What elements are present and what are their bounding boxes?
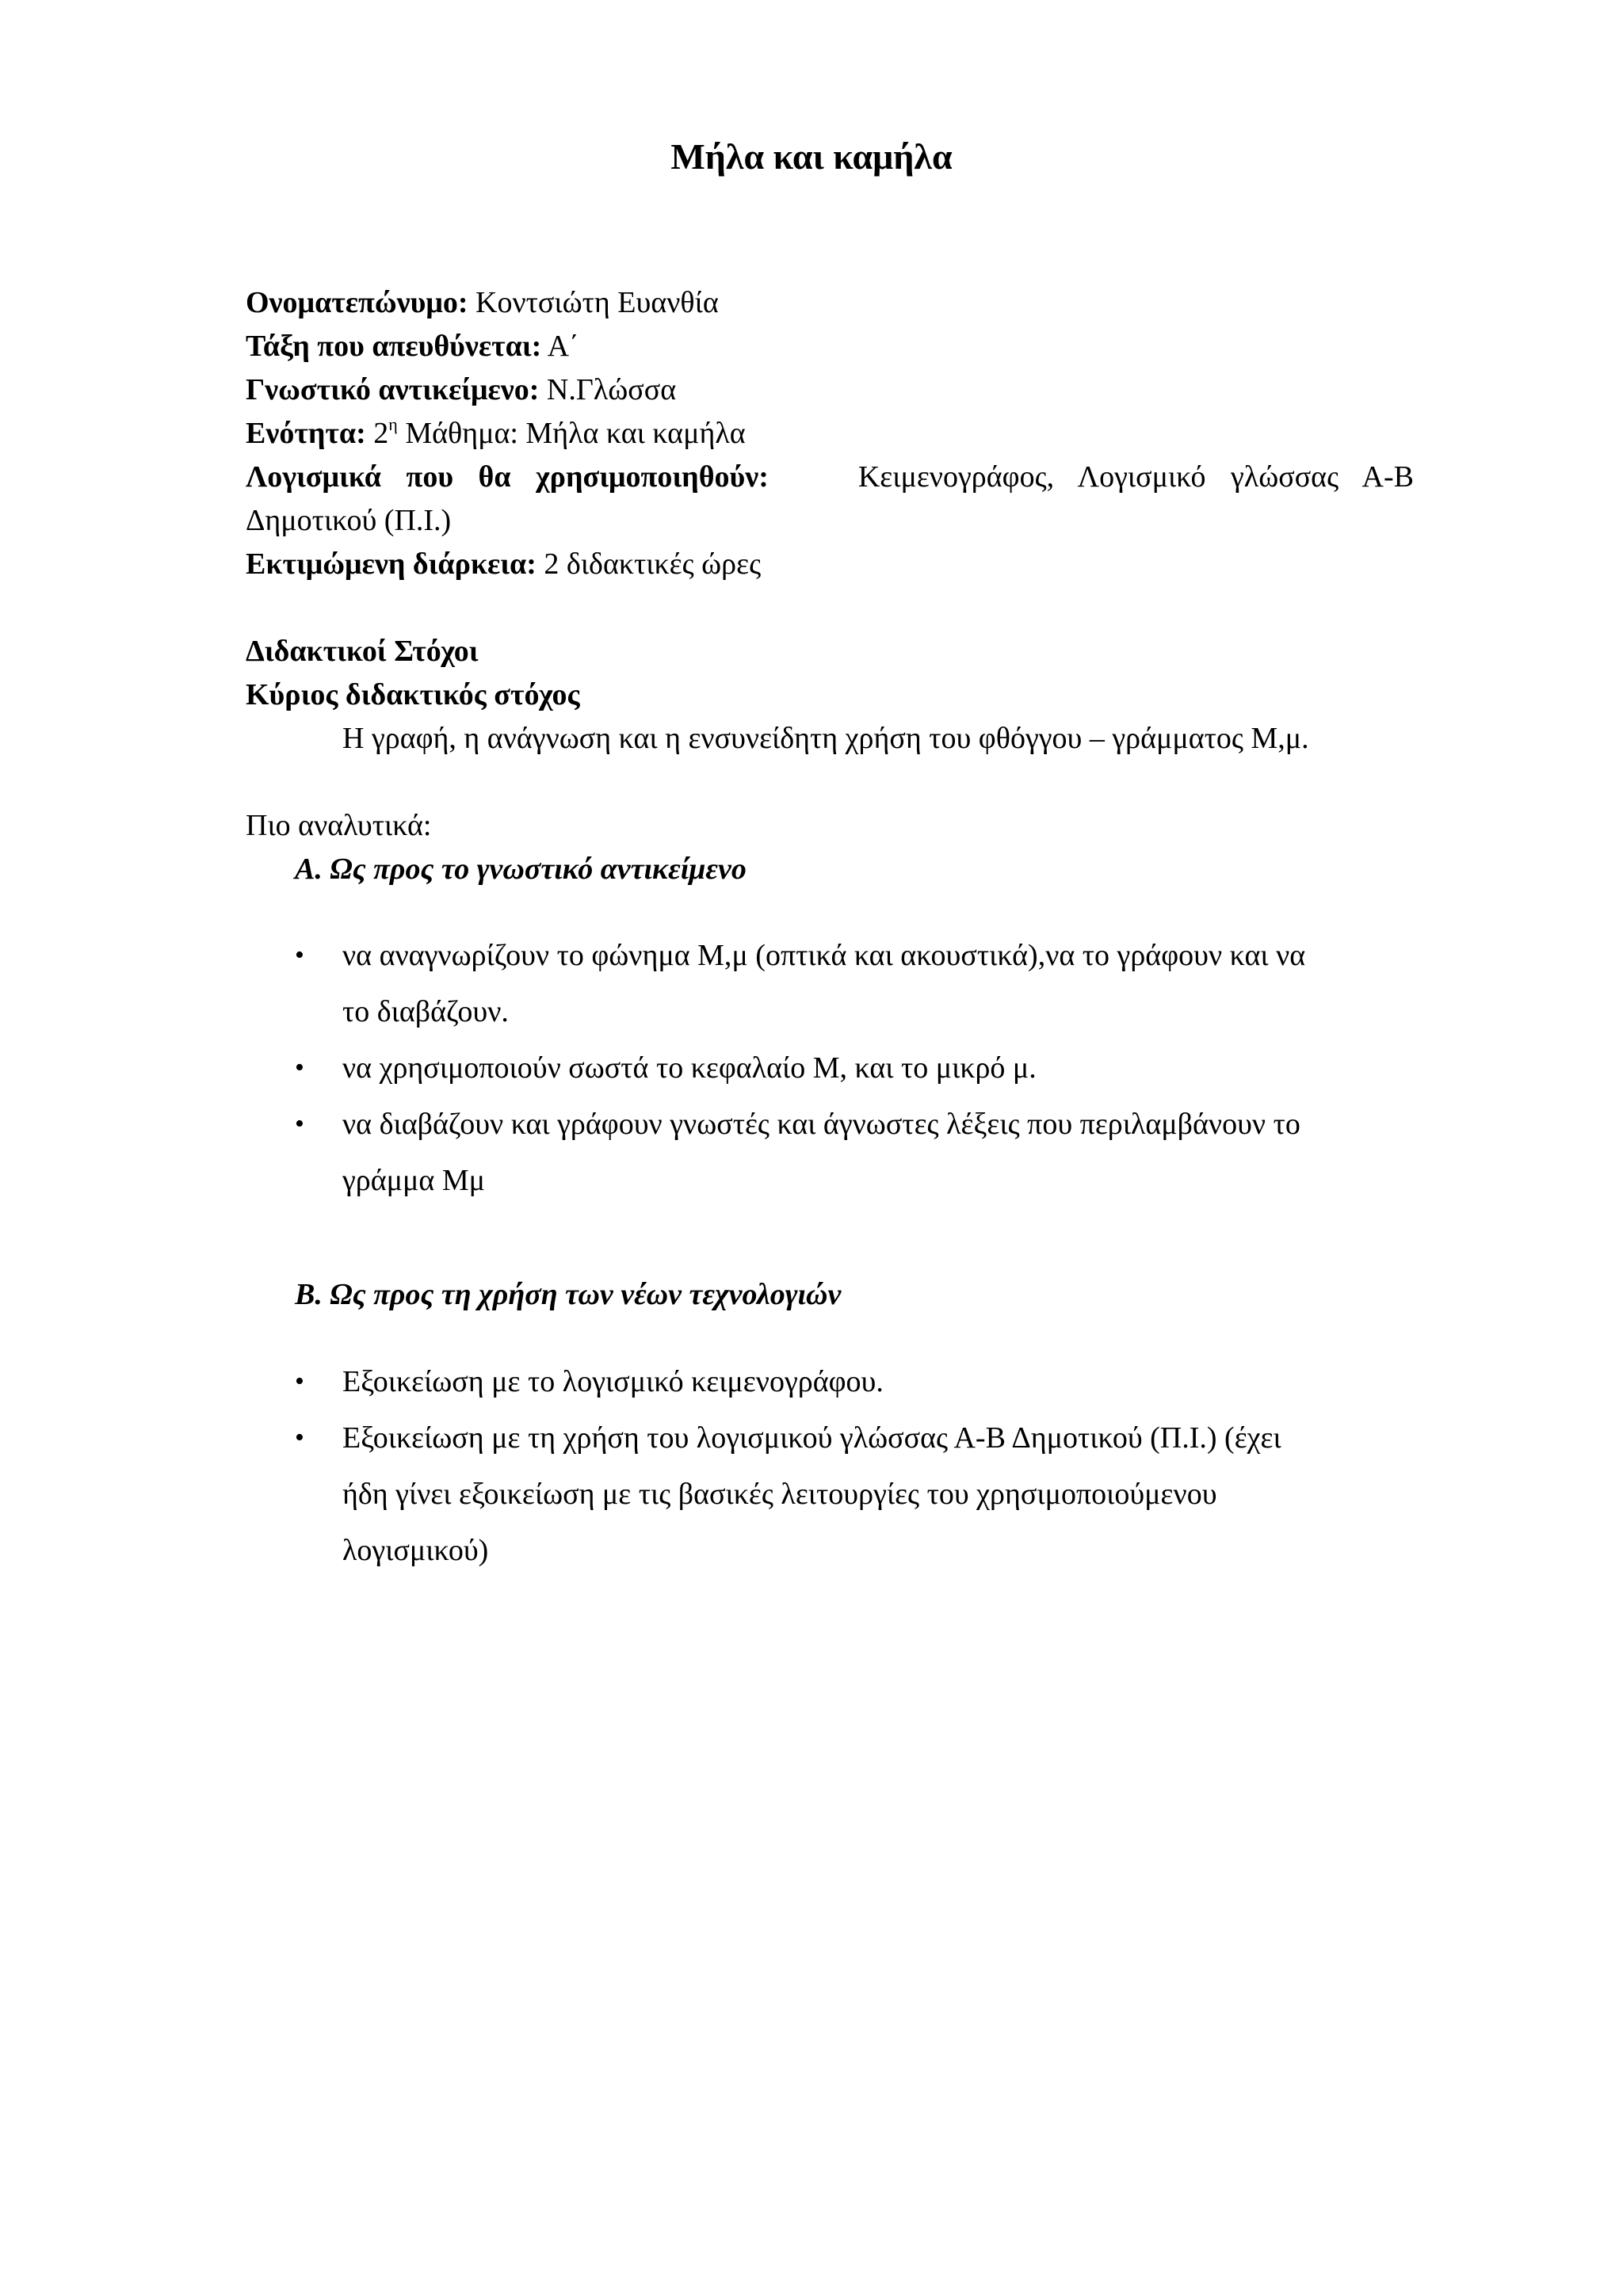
info-unit-number: 2 [373, 417, 389, 450]
section-b-bullet-2-line3: λογισμικού) [342, 1534, 489, 1567]
info-name [246, 282, 719, 323]
info-class-label: Τάξη που απευθύνεται: [246, 330, 542, 363]
info-software-label: Λογισμικά που θα χρησιμοποιηθούν: [246, 460, 769, 494]
main-goal-heading: Κύριος διδακτικός στόχος [246, 678, 580, 711]
info-software [246, 456, 1414, 498]
detail-intro: Πιο αναλυτικά: [246, 809, 432, 842]
info-software-continued [246, 500, 451, 541]
section-b-bullet-1-icon: • [295, 1367, 304, 1396]
main-goal-text: Η γραφή, η ανάγνωση και η ενσυνείδητη χρήση του φθόγγου – γράμματος Μ,μ. [342, 722, 1309, 755]
info-software-value: Κειμενογράφος, Λογισμικό γλώσσας Α-Β [857, 460, 1414, 494]
section-a-heading: Α. Ως προς το γνωστικό αντικείμενο [295, 852, 747, 886]
document-title: Μήλα και καμήλα [670, 136, 953, 177]
info-name-value: Κοντσιώτη Ευανθία [475, 286, 719, 319]
section-b-bullet-2-icon: • [295, 1423, 304, 1452]
info-unit-value: Μάθημα: Μήλα και καμήλα [405, 417, 746, 450]
info-subject-value: Ν.Γλώσσα [546, 373, 677, 406]
section-a-bullet-3-line1: να διαβάζουν και γράφουν γνωστές και άγνωστες λέξεις που περιλαμβάνουν το [342, 1108, 1300, 1141]
info-unit-sup: η [388, 414, 398, 434]
info-duration-label: Εκτιμώμενη διάρκεια: [246, 547, 537, 581]
info-duration-value: 2 διδακτικές ώρες [544, 547, 762, 581]
info-unit-label: Ενότητα: [246, 417, 366, 450]
info-subject-label: Γνωστικό αντικείμενο: [246, 373, 540, 406]
section-a-bullet-3-icon: • [295, 1109, 304, 1138]
section-b-bullet-2-line1: Εξοικείωση με τη χρήση του λογισμικού γλώσσας Α-Β Δημοτικού (Π.Ι.) (έχει [342, 1421, 1281, 1455]
info-class-value: Α΄ [547, 330, 579, 363]
section-b-heading: Β. Ως προς τη χρήση των νέων τεχνολογιών [295, 1278, 842, 1311]
section-a-bullet-2-line1: να χρησιμοποιούν σωστά το κεφαλαίο Μ, και το μικρό μ. [342, 1051, 1037, 1085]
info-subject [246, 369, 676, 410]
section-a-bullet-1-line1: να αναγνωρίζουν το φώνημα Μ,μ (οπτικά και ακουστικά),να το γράφουν και να [342, 939, 1306, 972]
section-a-bullet-3-line2: γράμμα Μμ [342, 1164, 485, 1197]
info-duration [246, 543, 761, 585]
section-a-bullet-1-icon: • [295, 940, 304, 970]
section-b-bullet-1-line1: Εξοικείωση με το λογισμικό κειμενογράφου. [342, 1365, 884, 1398]
section-a-bullet-2-icon: • [295, 1053, 304, 1082]
info-unit [246, 413, 746, 454]
goals-heading: Διδακτικοί Στόχοι [246, 635, 479, 668]
section-b-bullet-2-line2: ήδη γίνει εξοικείωση με τις βασικές λειτουργίες του χρησιμοποιούμενου [342, 1478, 1217, 1511]
section-a-bullet-1-line2: το διαβάζουν. [342, 995, 509, 1028]
info-class [246, 326, 579, 367]
info-software-value-line2: Δημοτικού (Π.Ι.) [246, 504, 452, 537]
info-name-label: Ονοματεπώνυμο: [246, 286, 468, 319]
